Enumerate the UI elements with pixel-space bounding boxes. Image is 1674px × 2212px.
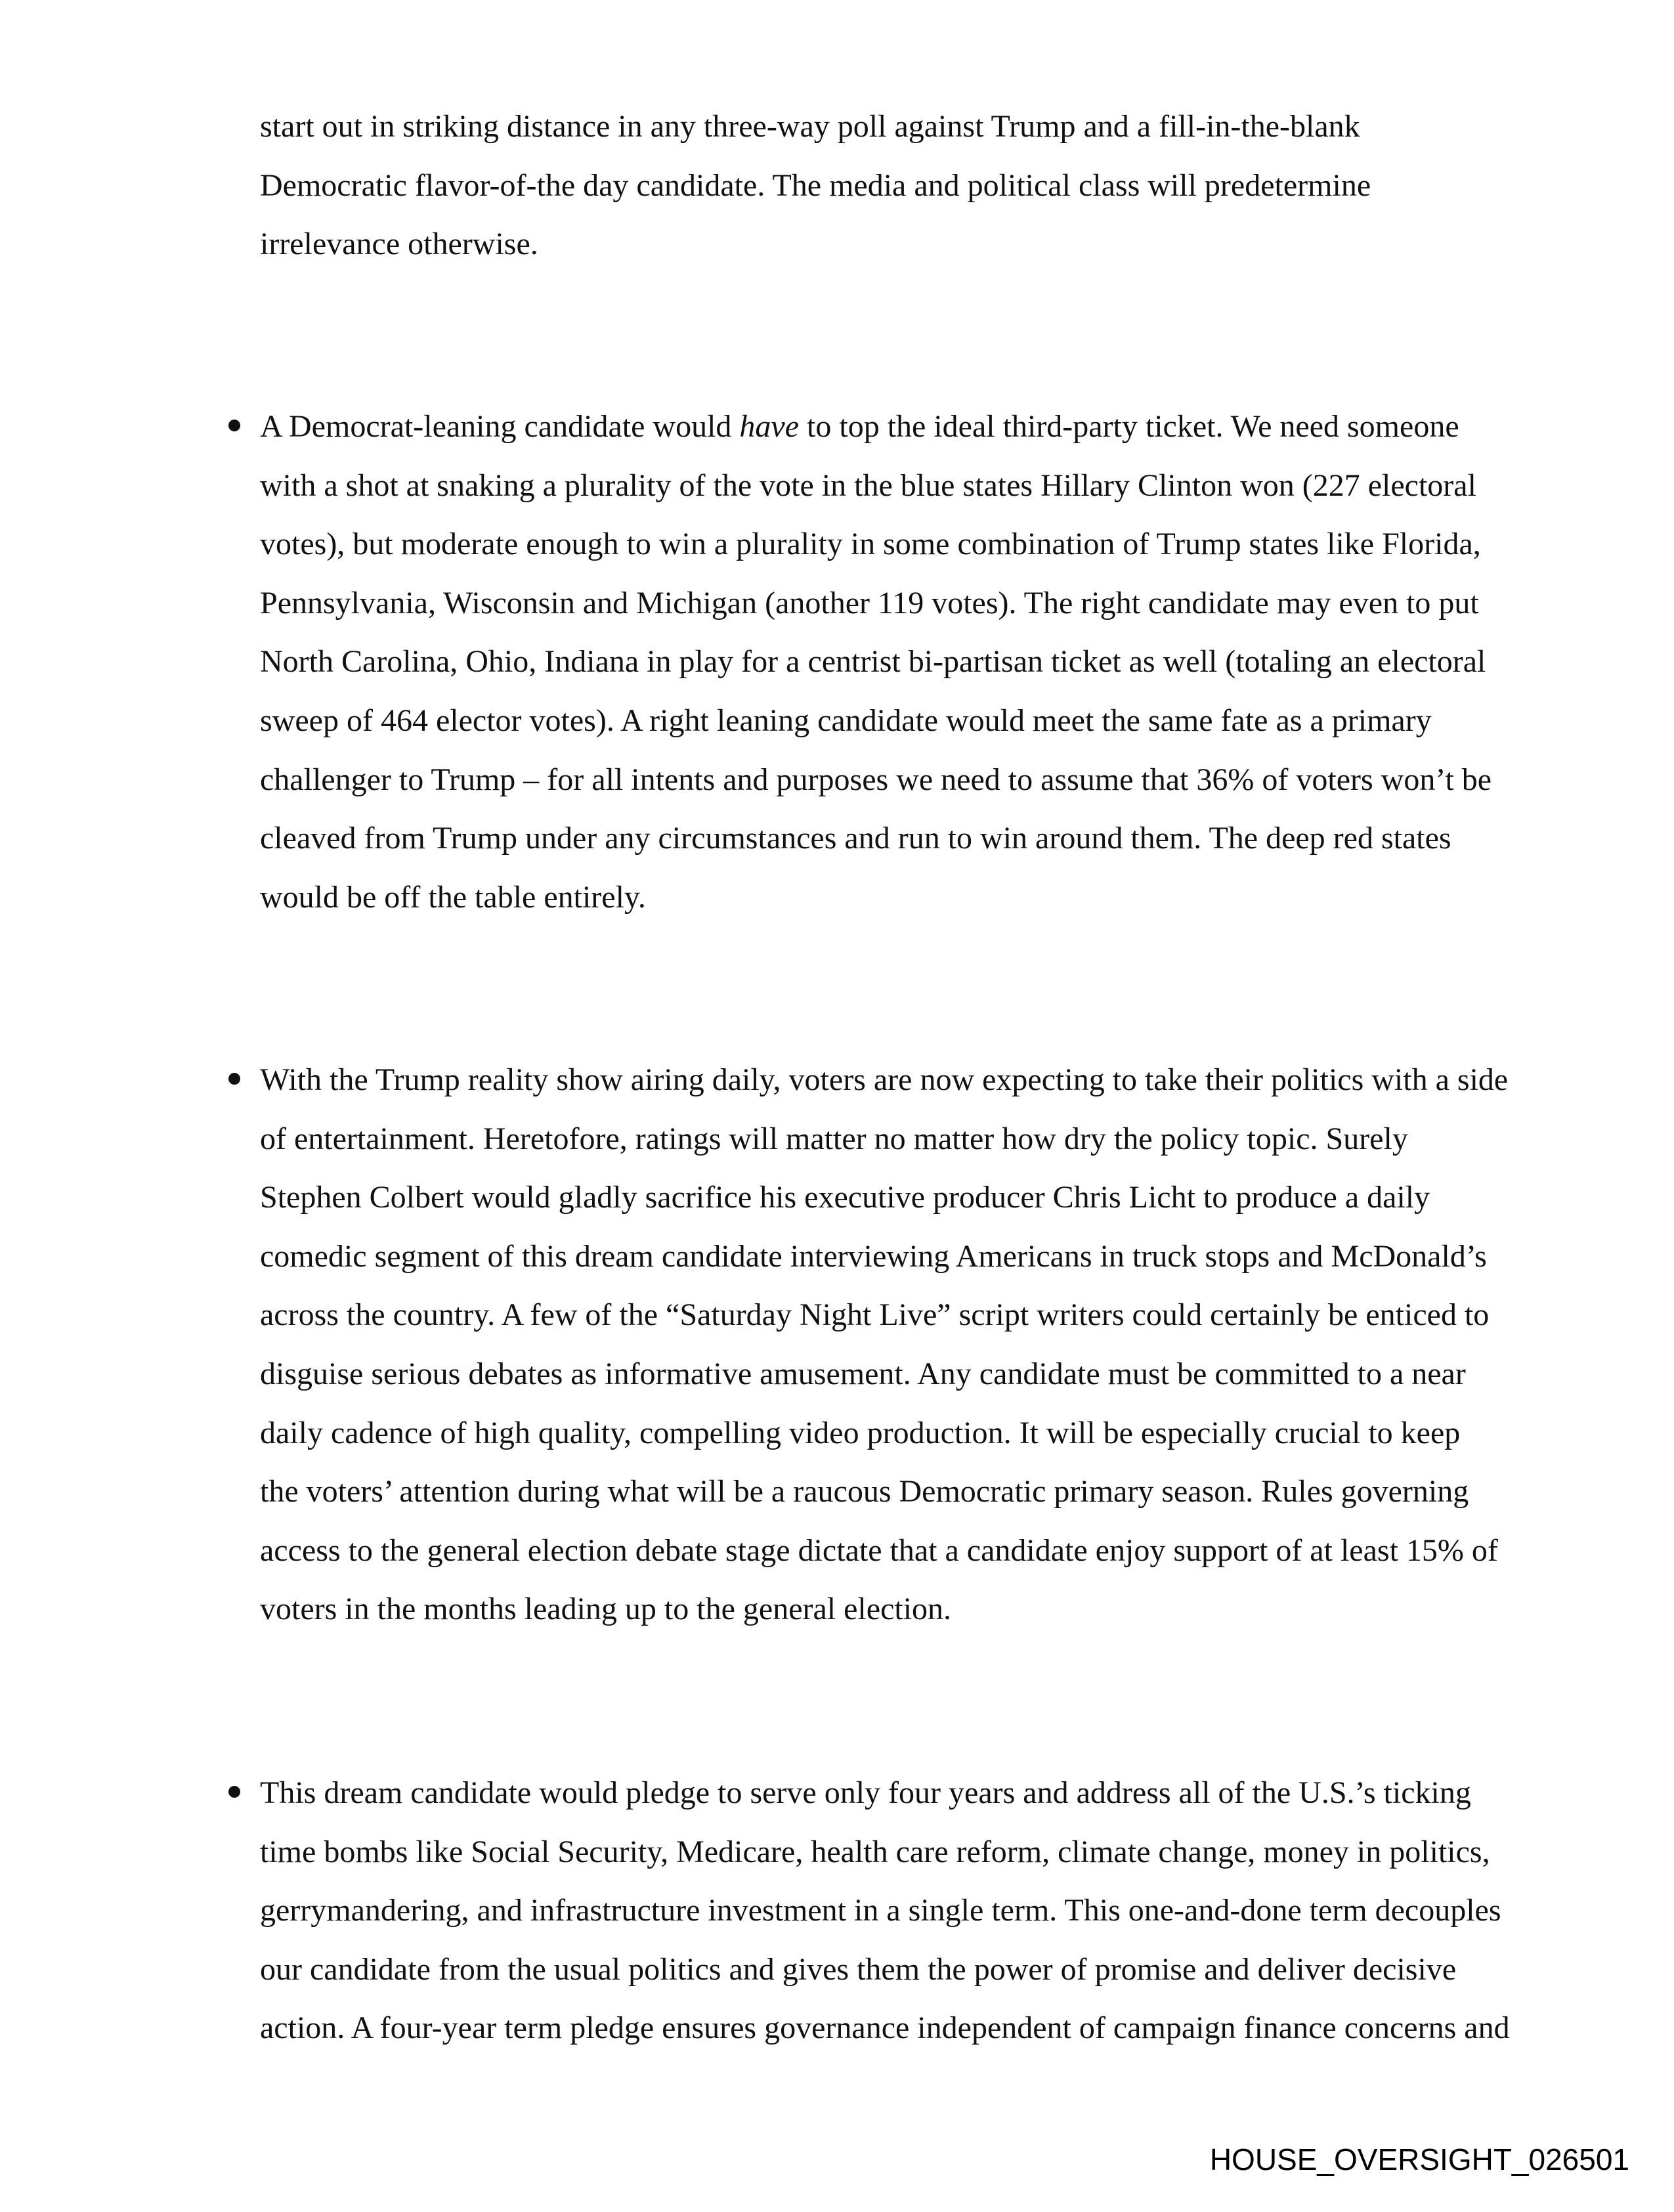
text-line: Stephen Colbert would gladly sacrifice his executive producer Chris Licht to produce a daily bbox=[260, 1180, 1430, 1215]
text-run: A Democrat-leaning candidate would bbox=[260, 409, 740, 444]
bates-number: HOUSE_OVERSIGHT_026501 bbox=[1209, 2142, 1629, 2177]
text-line: would be off the table entirely. bbox=[260, 879, 646, 915]
text-line: This dream candidate would pledge to serve only four years and address all of the U.S.’s ticking bbox=[260, 1775, 1471, 1810]
text-line: Democratic flavor-of-the day candidate. The media and political class will predetermine bbox=[260, 167, 1371, 203]
text-line: start out in striking distance in any three-way poll against Trump and a fill-in-the-blank bbox=[260, 109, 1360, 144]
bullet-icon bbox=[228, 420, 240, 431]
text-line: with a shot at snaking a plurality of the vote in the blue states Hillary Clinton won (227 electoral bbox=[260, 467, 1476, 503]
text-line: comedic segment of this dream candidate interviewing Americans in truck stops and McDonald’s bbox=[260, 1238, 1487, 1274]
text-line: access to the general election debate stage dictate that a candidate enjoy support of at least 15% of bbox=[260, 1532, 1498, 1568]
bullet-paragraph-four-year-pledge bbox=[260, 1764, 1510, 2058]
bullet-icon bbox=[228, 1073, 240, 1085]
text-line: North Carolina, Ohio, Indiana in play for a centrist bi-partisan ticket as well (totaling an electoral bbox=[260, 644, 1486, 680]
text-line: of entertainment. Heretofore, ratings will matter no matter how dry the policy topic. Surely bbox=[260, 1121, 1408, 1156]
text-line: irrelevance otherwise. bbox=[260, 227, 538, 262]
bullet-icon bbox=[228, 1786, 240, 1798]
text-line: cleaved from Trump under any circumstances and run to win around them. The deep red states bbox=[260, 821, 1451, 856]
text-line: time bombs like Social Security, Medicare, health care reform, climate change, money in politics, bbox=[260, 1834, 1490, 1869]
text-line: With the Trump reality show airing daily, voters are now expecting to take their politics with a side bbox=[260, 1062, 1509, 1097]
continuation-paragraph bbox=[260, 97, 1371, 274]
text-line bbox=[260, 397, 1492, 456]
text-line: challenger to Trump – for all intents and purposes we need to assume that 36% of voters won’t be bbox=[260, 762, 1492, 797]
text-line: disguise serious debates as informative amusement. Any candidate must be committed to a near bbox=[260, 1356, 1466, 1391]
text-line: sweep of 464 elector votes). A right leaning candidate would meet the same fate as a primary bbox=[260, 703, 1432, 738]
text-run: to top the ideal third-party ticket. We need someone bbox=[799, 409, 1459, 444]
text-line: Pennsylvania, Wisconsin and Michigan (another 119 votes). The right candidate may even to put bbox=[260, 585, 1479, 620]
bullet-paragraph-third-party bbox=[260, 397, 1492, 926]
bullet-paragraph-entertainment bbox=[260, 1051, 1508, 1639]
text-line: votes), but moderate enough to win a plurality in some combination of Trump states like Florida, bbox=[260, 527, 1481, 562]
emphasis-text: have bbox=[739, 409, 800, 444]
text-line: gerrymandering, and infrastructure investment in a single term. This one-and-done term decouples bbox=[260, 1893, 1501, 1928]
text-line: the voters’ attention during what will be a raucous Democratic primary season. Rules governing bbox=[260, 1474, 1469, 1509]
text-line: across the country. A few of the “Saturday Night Live” script writers could certainly be enticed to bbox=[260, 1297, 1490, 1333]
text-line: voters in the months leading up to the general election. bbox=[260, 1592, 952, 1627]
text-line: action. A four-year term pledge ensures governance independent of campaign finance concerns and bbox=[260, 2010, 1510, 2046]
text-line: our candidate from the usual politics and gives them the power of promise and deliver decisive bbox=[260, 1951, 1457, 1987]
text-line: daily cadence of high quality, compelling video production. It will be especially crucial to keep bbox=[260, 1415, 1461, 1450]
